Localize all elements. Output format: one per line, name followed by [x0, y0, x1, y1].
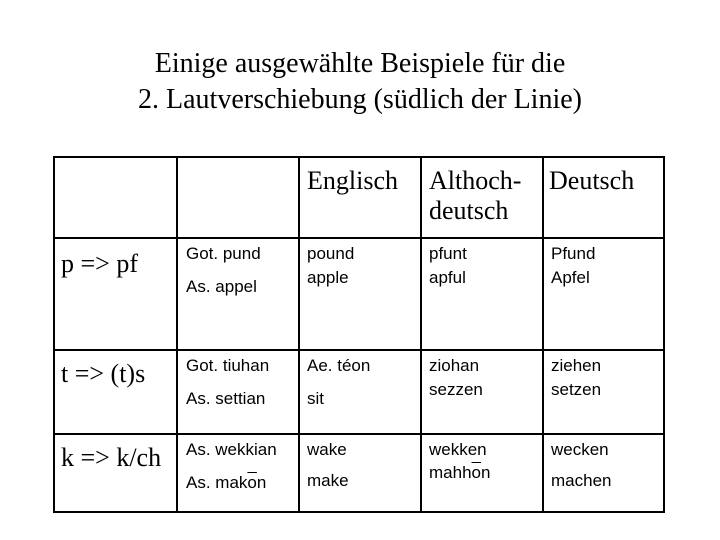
col-divider-2 [298, 158, 300, 511]
row2-deutsch: ziehen setzen [551, 356, 602, 399]
header-althochdeutsch-2: deutsch [429, 196, 509, 225]
page-title [0, 46, 720, 118]
col-divider-3 [420, 158, 422, 511]
row3-ahd-1: wekken [429, 440, 487, 459]
row3-ahd-2-prefix: mahh [429, 463, 472, 482]
col-divider-4 [542, 158, 544, 511]
row2-source-2: As. settian [186, 389, 266, 408]
header-englisch: Englisch [307, 166, 398, 195]
row1-source-1: Got. pund [186, 244, 261, 263]
header-althochdeutsch-1: Althoch- [429, 166, 522, 195]
title-line-1: Einige ausgewählte Beispiele für die [154, 48, 566, 79]
row1-ahd: pfunt apful [429, 244, 467, 287]
header-deutsch: Deutsch [549, 166, 635, 195]
row3-rule: k => k/ch [61, 443, 162, 472]
row-divider-3 [55, 433, 663, 435]
row3-english-1: wake [307, 440, 347, 459]
row3-ahd-2 [429, 461, 490, 485]
row-divider-1 [55, 237, 663, 239]
row3-deutsch-1: wecken [551, 440, 609, 459]
row2-rule: t => (t)s [61, 359, 146, 388]
row3-source-1: As. wekkian [186, 440, 277, 459]
row3-source-2-suffix: n [256, 473, 267, 492]
row3-deutsch-2: machen [551, 471, 612, 490]
row3-ahd-2-macron-vowel: $\overline{o}$ [471, 463, 481, 482]
col-divider-1 [176, 158, 178, 511]
row1-english: pound apple [307, 244, 355, 287]
row1-source-2: As. appel [186, 277, 257, 296]
row-divider-2 [55, 349, 663, 351]
row1-deutsch: Pfund Apfel [551, 244, 596, 287]
title-line-2: 2. Lautverschiebung (südlich der Linie) [138, 84, 582, 115]
row3-ahd-2-suffix: n [481, 463, 491, 482]
row2-english-1: Ae. téon [307, 356, 371, 375]
sound-shift-table [53, 156, 665, 513]
row3-source-2-macron-vowel: $\overline{o}$ [247, 473, 257, 492]
row3-source-2-prefix: As. mak [186, 473, 248, 492]
row1-rule: p => pf [61, 249, 138, 278]
row3-source-2 [186, 471, 266, 495]
row2-source-1: Got. tiuhan [186, 356, 270, 375]
row3-english-2: make [307, 471, 349, 490]
row2-ahd: ziohan sezzen [429, 356, 483, 399]
row2-english-2: sit [307, 389, 324, 408]
